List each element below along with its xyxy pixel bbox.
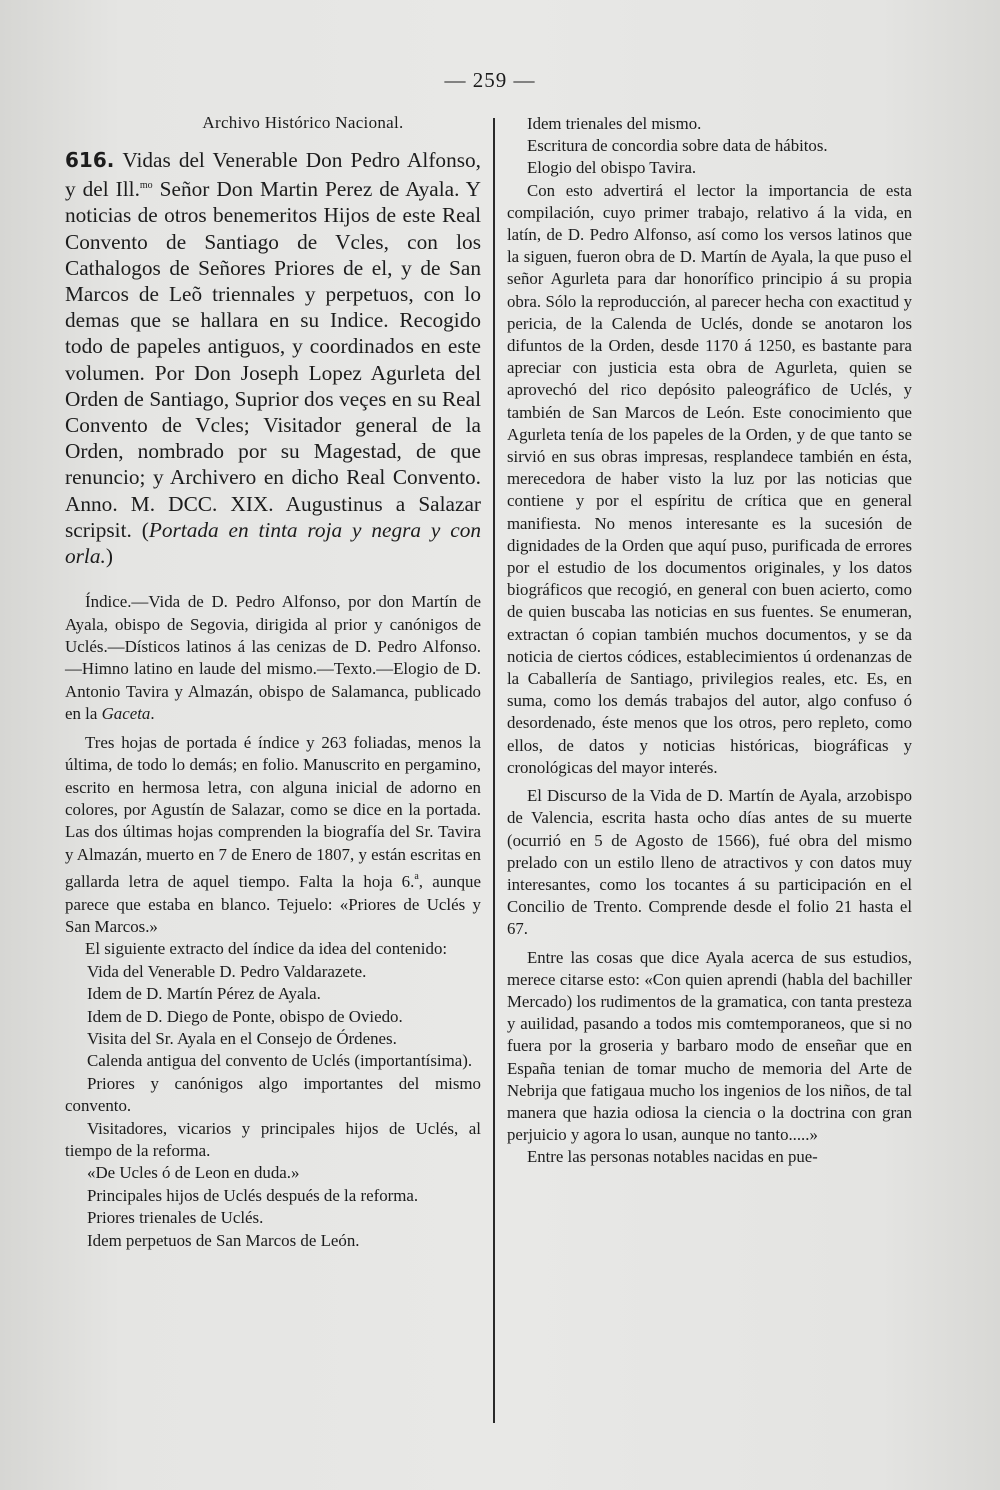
column-divider — [493, 118, 495, 1423]
list-item: Idem de D. Diego de Ponte, obispo de Oviedo. — [87, 1006, 403, 1026]
entry-title-close: ) — [105, 544, 113, 569]
quote-paragraph: Entre las cosas que dice Ayala acerca de sus estudios, merece citarse esto: «Con quien aprendi (habla del bachiller Mercado) los rudimentos de la gramatica, con tanta presteza y auilidad, pasando a todos mis comtemporaneos, que si no fuera por la groseria y barbaro modo de enseñar que en España tenian de tomar mucho de memoria del Arte de Nebrija que fatigaua mucho los ingenios de los niños, de tal manera que hazia odiosa la ciencia o la doctrina con gran perjuicio y agora lo usan, aunque no tanto.....» — [507, 947, 912, 1145]
list-item: Idem perpetuos de San Marcos de León. — [87, 1230, 360, 1250]
index-text: Índice.—Vida de D. Pedro Alfonso, por don Martín de Ayala, obispo de Segovia, dirigida al prior y canónigos de Uclés.—Dísticos latinos á las cenizas de D. Pedro Alfonso.—Himno latino en laude del mismo.—Texto.—Elogio de D. Antonio Tavira y Almazán, obispo de Salamanca, publicado en la — [65, 592, 481, 724]
list-item: Idem trienales del mismo. — [527, 114, 702, 133]
index-italic: Gaceta — [101, 704, 151, 724]
left-column — [65, 113, 481, 1252]
commentary-paragraph: Con esto advertirá el lector la importancia de esta compilación, cuyo primer trabajo, relativo á la vida, en latín, de D. Pedro Alfonso, así como los versos latinos que la siguen, fueron obra de D. Martín de Ayala, la que puso el señor Agurleta para dar honorífico principio á su propia obra. Sólo la reproducción, al parecer hecha con exactitud y pericia, de la Calenda de Uclés, donde se anotaron los difuntos de la Orden, desde 1170 á 1250, es bastante para apreciar con justicia esta obra de Agurleta, quien se aprovechó del rico depósito paleográfico de Uclés, y también de San Marcos de León. Este conocimiento que Agurleta tenía de los papeles de la Orden, y de que tanto se sirvió en sus obras impresas, resplandece también en ésta, merecedora de haber visto la luz por las noticias que contiene y por el espíritu de crítica que en general manifiesta. No menos interesante es la sucesión de dignidades de la Orden que aquí puso, purificada de errores por el estudio de los documentos originales, y los datos biográficos que recogió, en general con buen acierto, como de quien buscaba las noticias en sus fuentes. Se enumeran, extractan ó copian también muchos documentos, y se da noticia de ciertos códices, establecimientos ú ordenanzas de la Caballería de Santiago, privilegios reales, etc. Es, en suma, como los demás trabajos del autor, algo confuso ó desordenado, éste menos que los otros, pero repleto, como ellos, de datos y noticias históricas, biográficas y cronológicas del mayor interés. — [507, 180, 912, 777]
list-item: Idem de D. Martín Pérez de Ayala. — [87, 984, 321, 1004]
entry-title-text: Vidas del Venerable Don Pedro Alfonso, y del Ill. — [65, 148, 481, 202]
list-item: Elogio del obispo Tavira. — [527, 158, 697, 178]
page-number: — 259 — — [444, 68, 536, 92]
discurso-paragraph: El Discurso de la Vida de D. Martín de Ayala, arzobispo de Valencia, escrita hasta ocho días antes de su muerte (ocurrió en 5 de Agosto de 1566), fué obra del mismo prelado con un estilo lleno de atractivos y con datos muy interesantes, como los tocantes á su participación en el Concilio de Trento. Comprende desde el folio 21 hasta el 67. — [507, 786, 912, 939]
entry-title-italic-note: Portada en tinta roja y negra y con orla. — [65, 517, 482, 569]
entry-title-text-continued: Señor Don Martin Perez de Ayala. Y noticias de otros benemeritos Hijos de este Real Convento de Santiago de Vcles, con los Cathalogos de Señores Priores de el, y de San Marcos de Leõ triennales y perpetuos, con lo demas que se hallara en su Indice. Recogido todo de papeles antiguos, y coordinados en este volumen. Por Don Joseph Lopez Agurleta del Orden de Santiago, Suprior dos veçes en su Real Convento de Vcles; Visitador general de la Orden, nombrado por su Magestad, de que renuncio; y Archivero en dicho Real Convento. Anno. M. DCC. XIX. Augustinus a Salazar scripsit. ( — [65, 177, 481, 542]
list-item: «De Ucles ó de Leon en duda.» — [87, 1163, 300, 1183]
description-superscript: a — [414, 871, 419, 883]
list-item: Vida del Venerable D. Pedro Valdarazete. — [87, 961, 367, 981]
closing-paragraph: Entre las personas notables nacidas en pue- — [527, 1147, 818, 1167]
index-text-end: . — [150, 704, 155, 724]
list-item: Priores trienales de Uclés. — [87, 1208, 264, 1228]
description-text: Tres hojas de portada é índice y 263 foliadas, menos la última, de todo lo demás; en folio. Manuscrito en pergamino, escrito en hermosa letra, con alguna inicial de adorno en colores, por Agustín de Salazar, como se dice en la portada. Las dos últimas hojas comprenden la biografía del Sr. Tavira y Almazán, muerto en 7 de Enero de 1807, y están escritas en gallarda letra de aquel tiempo. Falta la hoja 6. — [65, 732, 481, 892]
list-item: Visitadores, vicarios y principales hijos de Uclés, al tiempo de la reforma. — [65, 1118, 481, 1160]
description-text-end: , aunque parece que estaba en blanco. Tejuelo: «Priores de Uclés y San Marcos.» — [65, 872, 481, 936]
entry-number: 616. — [65, 148, 115, 172]
entry-title-superscript: mo — [139, 180, 153, 192]
catalog-entry-title — [65, 147, 481, 569]
list-item: Visita del Sr. Ayala en el Consejo de Órdenes. — [87, 1028, 397, 1048]
index-paragraph — [65, 591, 481, 725]
source-heading: Archivo Histórico Nacional. — [202, 113, 404, 132]
list-item: Priores y canónigos algo importantes del mismo convento. — [65, 1073, 481, 1116]
list-item: Calenda antigua del convento de Uclés (importantísima). — [87, 1051, 473, 1071]
list-item: Principales hijos de Uclés después de la reforma. — [87, 1185, 419, 1205]
extract-intro: El siguiente extracto del índice da idea del contenido: — [85, 939, 448, 959]
right-column — [507, 113, 912, 1169]
description-paragraph — [65, 732, 481, 939]
list-item: Escritura de concordia sobre data de hábitos. — [527, 136, 828, 156]
extract-list-left — [65, 961, 481, 1252]
